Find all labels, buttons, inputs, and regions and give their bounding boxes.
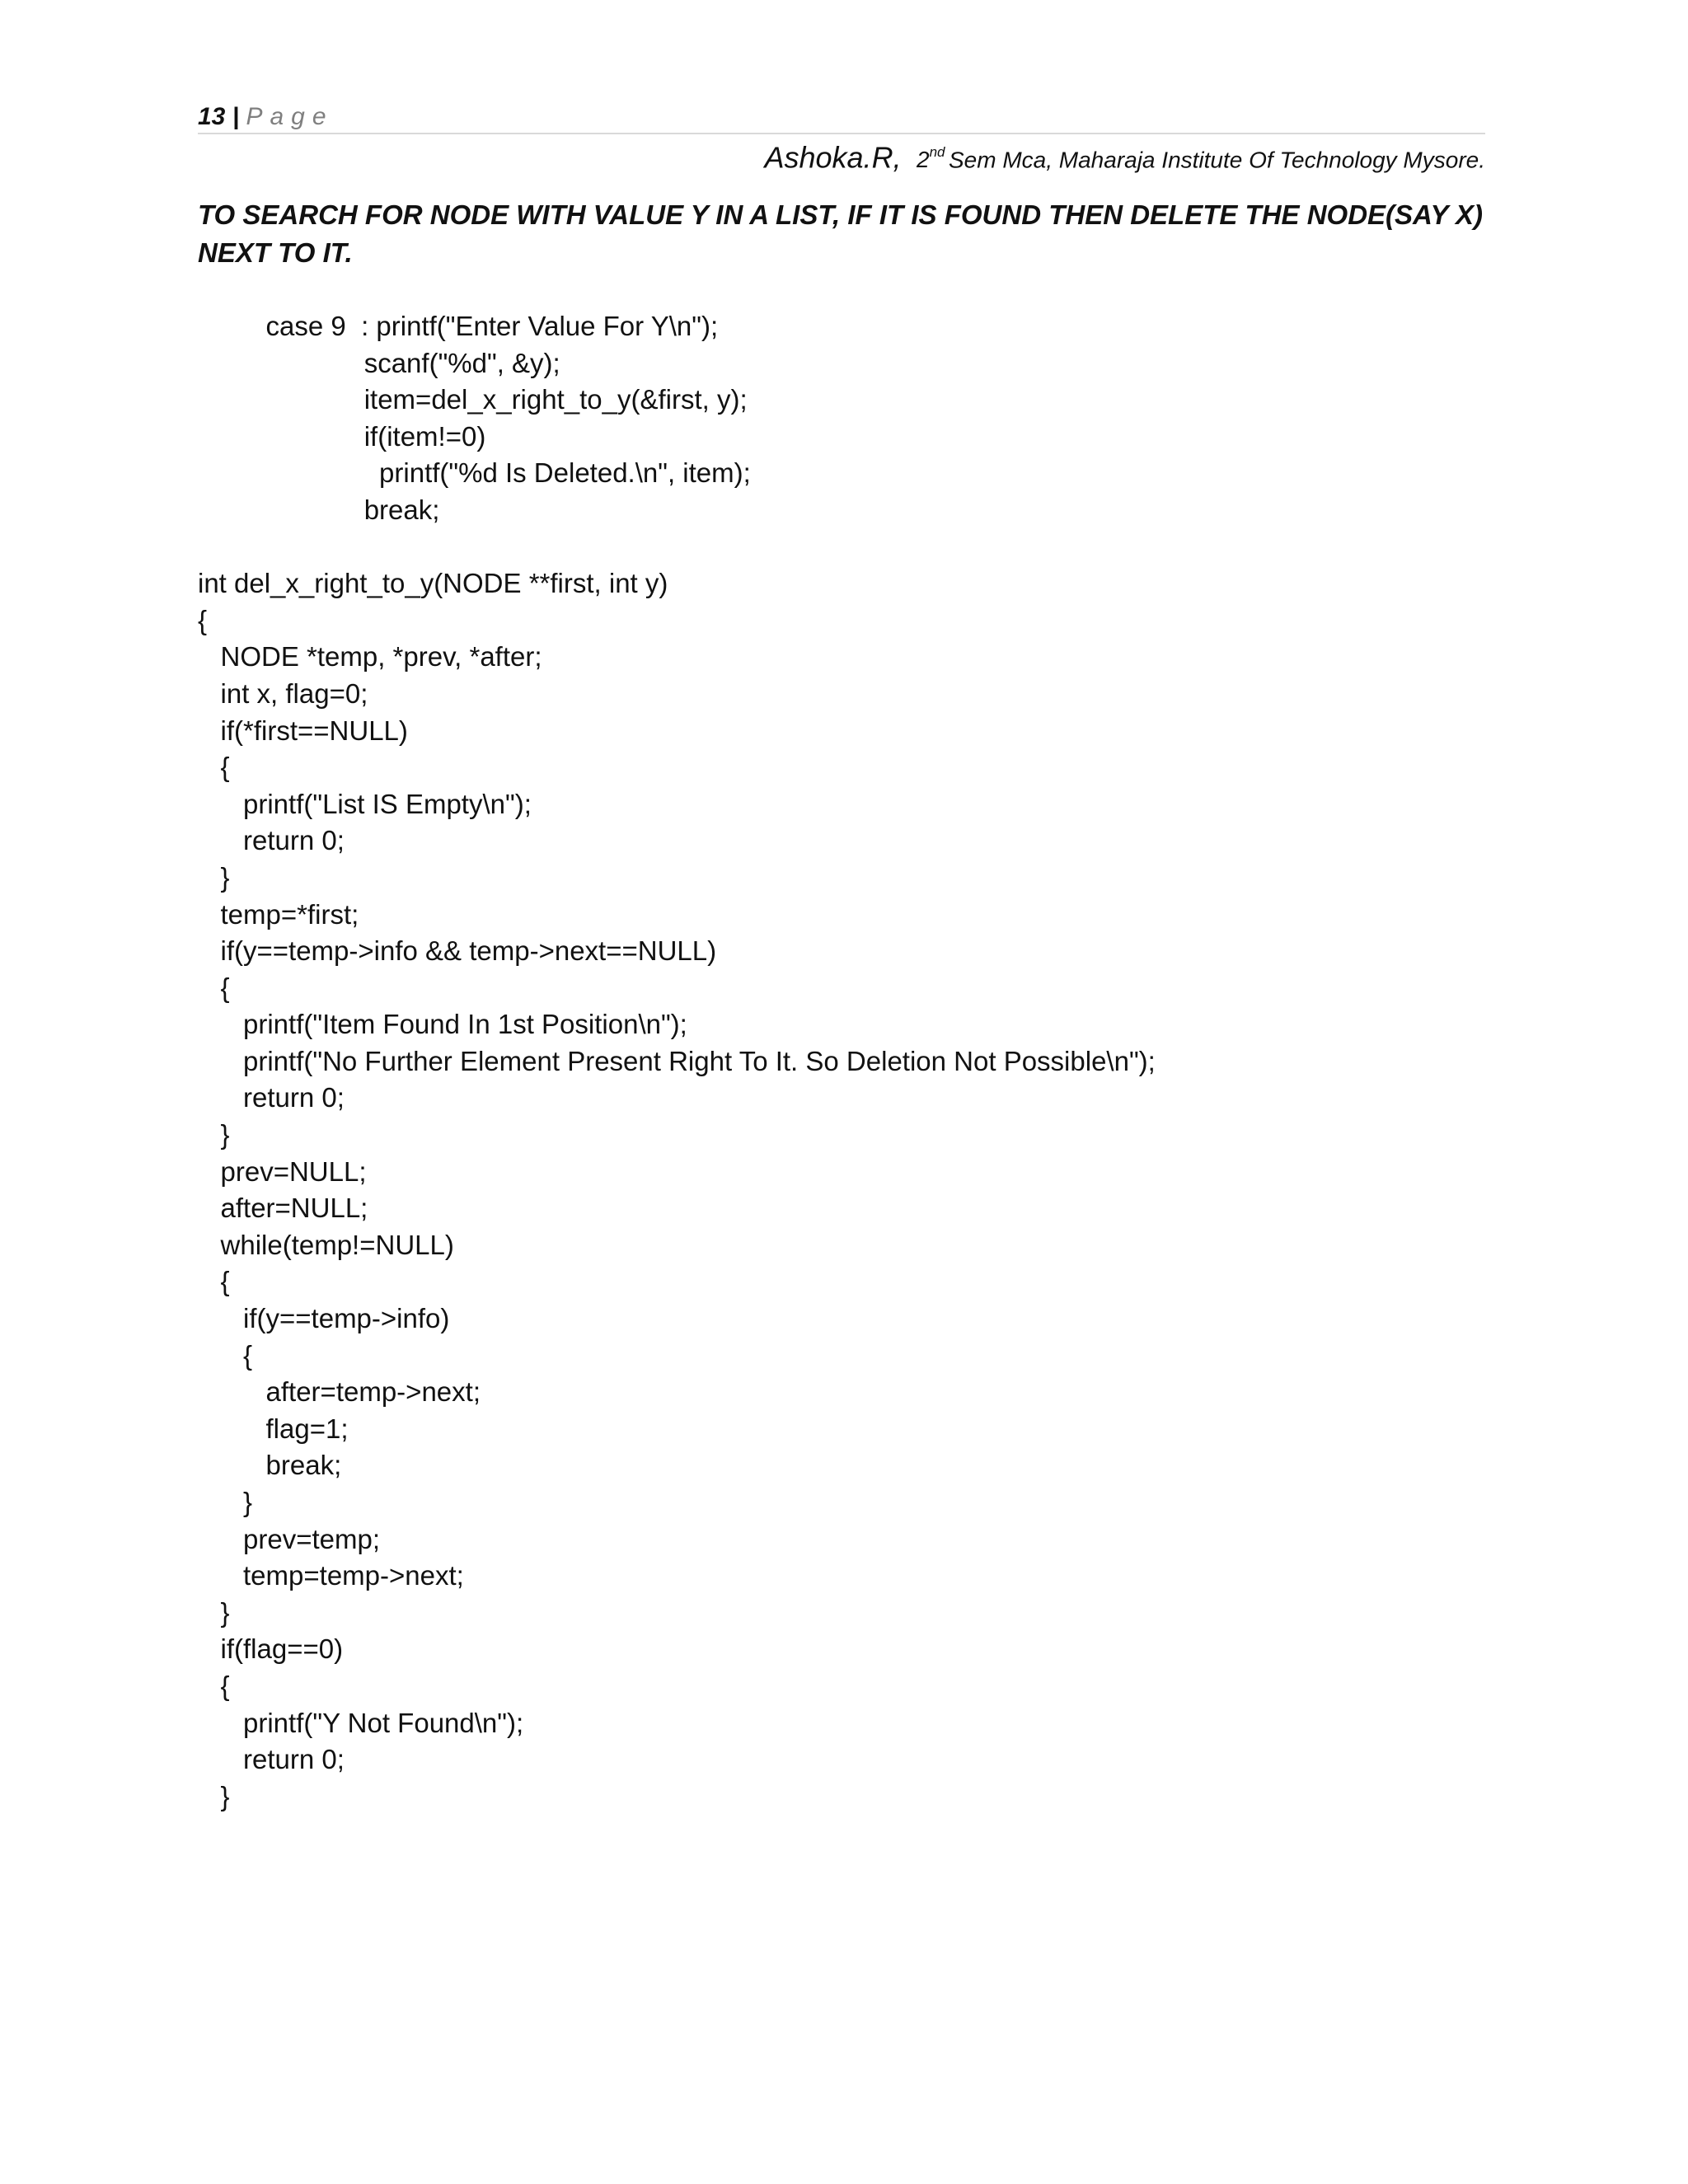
code-line: }	[198, 1780, 230, 1811]
code-line: item=del_x_right_to_y(&first, y);	[198, 384, 748, 415]
code-line: printf("%d Is Deleted.\n", item);	[198, 457, 751, 489]
code-line: temp=*first;	[198, 898, 359, 930]
code-line: if(y==temp->info)	[198, 1303, 450, 1334]
code-line: return 0;	[198, 1082, 345, 1113]
code-line: flag=1;	[198, 1413, 349, 1444]
code-line: {	[198, 1670, 230, 1701]
code-line: }	[198, 1596, 230, 1628]
code-line: prev=NULL;	[198, 1155, 367, 1187]
code-line: scanf("%d", &y);	[198, 347, 560, 378]
code-block	[198, 308, 1156, 1815]
code-line: {	[198, 972, 230, 1003]
code-line: }	[198, 1487, 253, 1517]
code-line: while(temp!=NULL)	[198, 1229, 454, 1260]
code-line: break;	[198, 494, 440, 525]
code-line: int del_x_right_to_y(NODE **first, int y)	[198, 568, 668, 599]
code-line: printf("Item Found In 1st Position\n");	[198, 1009, 687, 1040]
code-line: prev=temp;	[198, 1523, 381, 1554]
code-line: {	[198, 1266, 230, 1297]
code-line: return 0;	[198, 1744, 345, 1775]
code-line: printf("Y Not Found\n");	[198, 1707, 524, 1738]
code-line: case 9 : printf("Enter Value For Y\n");	[198, 311, 719, 341]
code-line: NODE *temp, *prev, *after;	[198, 641, 542, 673]
code-line: if(flag==0)	[198, 1633, 344, 1665]
code-line: after=NULL;	[198, 1193, 368, 1224]
code-line: {	[198, 752, 230, 783]
code-line: if(item!=0)	[198, 420, 486, 452]
code-line: {	[198, 604, 208, 635]
page-number-separator: |	[232, 103, 240, 130]
code-line: if(*first==NULL)	[198, 715, 408, 746]
semester-suffix: nd	[929, 144, 945, 160]
code-line: printf("No Further Element Present Right To It. So Deletion Not Possible\n");	[198, 1045, 1156, 1076]
code-line: }	[198, 861, 230, 893]
code-line	[198, 529, 1156, 566]
author-affiliation: Sem Mca, Maharaja Institute Of Technology Mysore.	[948, 147, 1485, 173]
code-line: }	[198, 1119, 230, 1151]
page-number	[198, 101, 334, 134]
code-line: {	[198, 1339, 253, 1371]
page-number-value: 13	[198, 103, 226, 130]
author-name: Ashoka.R,	[764, 140, 902, 175]
code-line: return 0;	[198, 825, 345, 856]
code-line: if(y==temp->info && temp->next==NULL)	[198, 935, 717, 967]
code-line: after=temp->next;	[198, 1376, 481, 1408]
code-line: break;	[198, 1450, 342, 1481]
author-header	[764, 135, 1485, 184]
semester-ordinal: 2nd	[917, 144, 945, 173]
page-label: Page	[246, 103, 334, 130]
code-line: printf("List IS Empty\n");	[198, 788, 532, 819]
code-line: temp=temp->next;	[198, 1560, 464, 1591]
code-line: int x, flag=0;	[198, 677, 368, 709]
section-title: TO SEARCH FOR NODE WITH VALUE Y IN A LIST, IF IT IS FOUND THEN DELETE THE NODE(SAY X) NEXT TO IT.	[198, 199, 1484, 268]
header-divider	[198, 133, 1485, 134]
